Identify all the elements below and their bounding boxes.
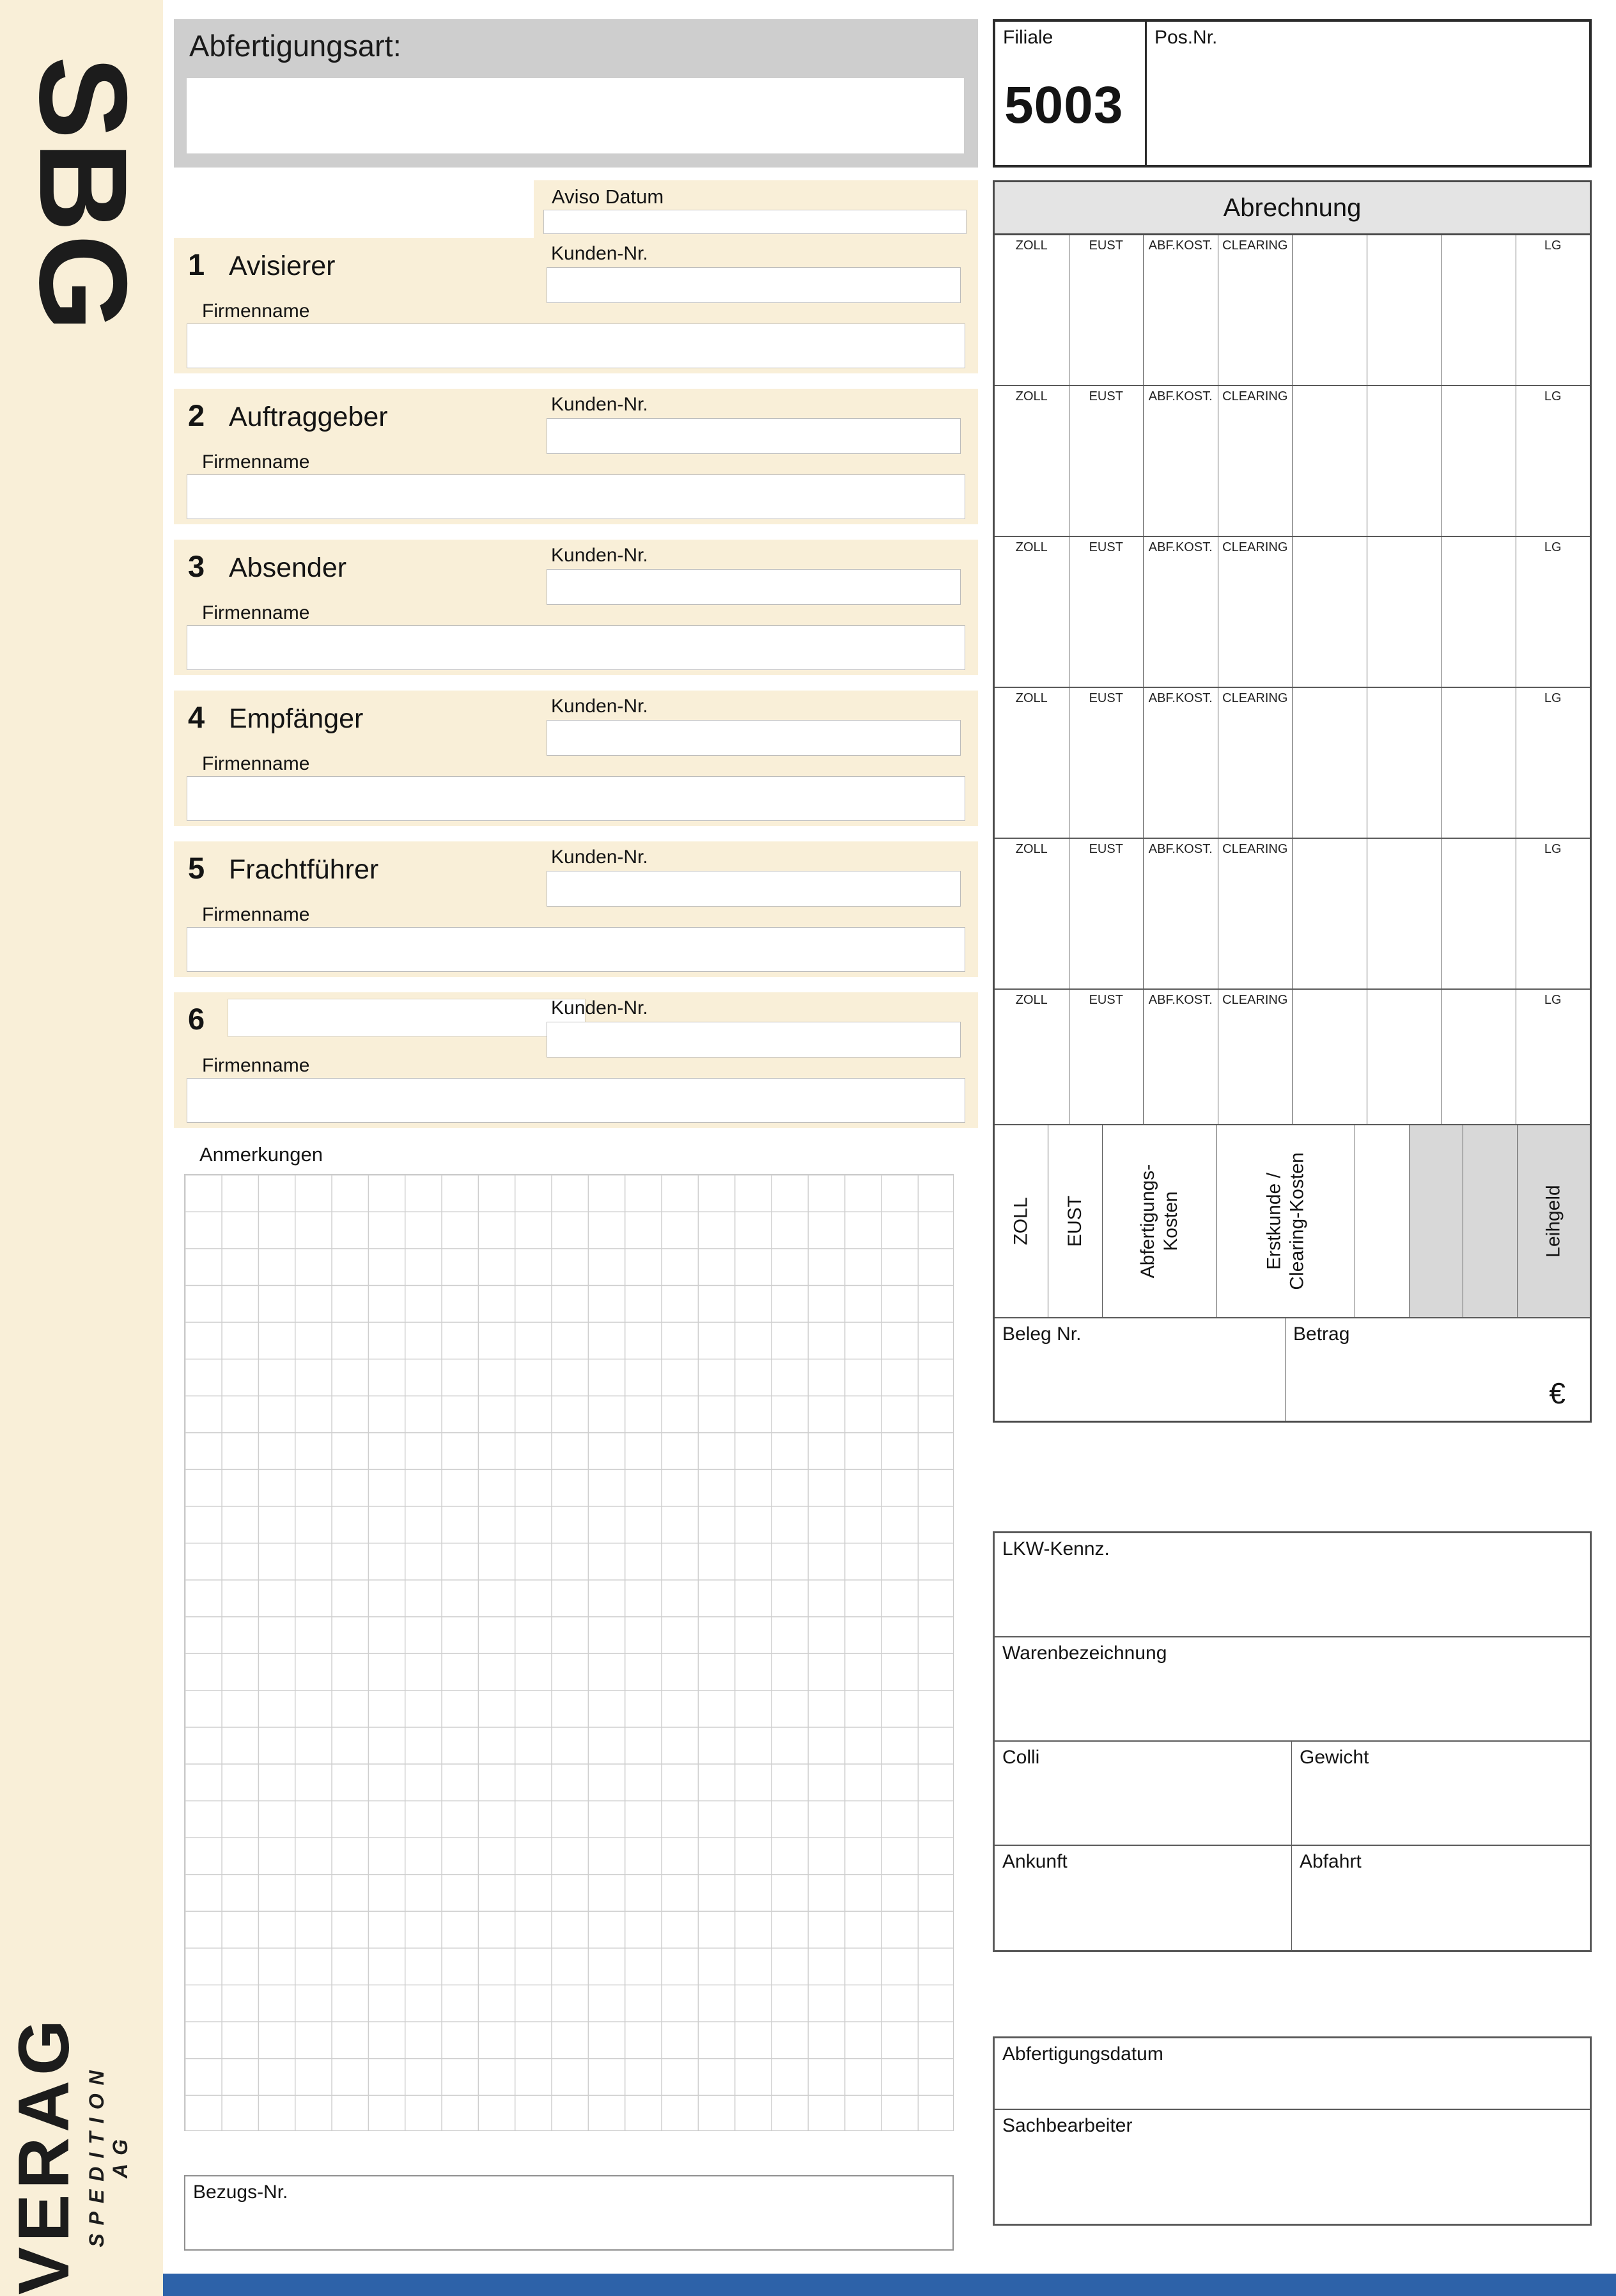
vlabel-line: Abfertigungs- [1137, 1164, 1159, 1279]
anmerkungen-grid[interactable] [184, 1174, 954, 2131]
kunden-nr-label: Kunden-Nr. [551, 847, 648, 868]
block-number: 5 [188, 851, 205, 885]
abrechnung-cell-clearing[interactable] [1218, 990, 1293, 1124]
abrechnung-cell-clearing[interactable] [1218, 235, 1293, 385]
kunden-nr-label: Kunden-Nr. [551, 243, 648, 264]
abrechnung-cell-clearing[interactable] [1218, 386, 1293, 536]
vlabel-eust-cell [1048, 1125, 1102, 1317]
column-label-lg: LG [1544, 842, 1562, 856]
abrechnung-cell[interactable] [1367, 235, 1442, 385]
shipment-box [993, 1531, 1592, 1952]
abrechnung-cell[interactable] [1441, 235, 1516, 385]
colli-gewicht-row [995, 1742, 1590, 1846]
column-label-abfkost: ABF.KOST. [1148, 389, 1213, 403]
column-label-eust: EUST [1089, 993, 1123, 1007]
kunden-nr-input[interactable] [547, 720, 961, 756]
abrechnung-cell[interactable] [1367, 386, 1442, 536]
abrechnung-cell-eust[interactable] [1069, 235, 1144, 385]
aviso-datum-input[interactable] [543, 210, 967, 234]
filiale-label: Filiale [1003, 27, 1053, 48]
abrechnung-cell-zoll[interactable] [995, 235, 1069, 385]
block-label-input[interactable] [228, 999, 586, 1037]
firmenname-label: Firmenname [202, 602, 310, 623]
vlabel-gray-cell [1410, 1125, 1463, 1317]
abrechnung-cell-zoll[interactable] [995, 537, 1069, 687]
beleg-betrag-row [995, 1318, 1590, 1421]
warenbezeichnung-field[interactable] [995, 1637, 1590, 1742]
abrechnung-cell[interactable] [1367, 839, 1442, 988]
abrechnung-cell-lg[interactable] [1516, 839, 1590, 988]
column-label-clearing: CLEARING [1222, 540, 1288, 554]
beleg-nr-label: Beleg Nr. [1002, 1324, 1082, 1345]
abfertigungsdatum-label: Abfertigungsdatum [1002, 2043, 1163, 2065]
kunden-nr-label: Kunden-Nr. [551, 394, 648, 415]
abrechnung-cell[interactable] [1441, 839, 1516, 988]
abrechnung-cell-abfkost[interactable] [1144, 537, 1218, 687]
column-label-clearing: CLEARING [1222, 691, 1288, 705]
kunden-nr-input[interactable] [547, 1022, 961, 1058]
ankunft-field[interactable] [995, 1846, 1292, 1950]
betrag-field[interactable] [1286, 1318, 1590, 1421]
column-label-eust: EUST [1089, 389, 1123, 403]
kunden-nr-input[interactable] [547, 418, 961, 454]
abrechnung-cell-lg[interactable] [1516, 688, 1590, 838]
abrechnung-cell-abfkost[interactable] [1144, 688, 1218, 838]
firmenname-input[interactable] [187, 324, 965, 368]
firmenname-label: Firmenname [202, 451, 310, 472]
verag-logo [4, 2014, 132, 2295]
column-label-eust: EUST [1089, 540, 1123, 554]
block-number: 4 [188, 700, 205, 734]
abrechnung-cell-eust[interactable] [1069, 386, 1144, 536]
posnr-label: Pos.Nr. [1154, 27, 1218, 48]
vlabel-line: Clearing-Kosten [1286, 1152, 1308, 1290]
vertical-label-band [995, 1125, 1590, 1318]
abfahrt-field[interactable] [1292, 1846, 1590, 1950]
column-label-eust: EUST [1089, 691, 1123, 705]
vlabel-eust: EUST [1064, 1195, 1086, 1247]
column-label-abfkost: ABF.KOST. [1148, 993, 1213, 1007]
kunden-nr-label: Kunden-Nr. [551, 997, 648, 1019]
column-label-zoll: ZOLL [1015, 389, 1048, 403]
column-label-lg: LG [1544, 540, 1562, 554]
block-label: Avisierer [229, 251, 336, 281]
vlabel-line: Erstkunde / [1263, 1173, 1285, 1270]
sbg-logo: SBG [13, 56, 153, 334]
column-label-lg: LG [1544, 238, 1562, 253]
abrechnung-row-6 [995, 990, 1590, 1125]
abfertigungsart-label: Abfertigungsart: [189, 29, 401, 63]
party-block-empfaenger [174, 691, 978, 826]
lkw-kennz-label: LKW-Kennz. [1002, 1538, 1110, 1559]
abrechnung-cell[interactable] [1367, 688, 1442, 838]
kunden-nr-label: Kunden-Nr. [551, 696, 648, 717]
abrechnung-row-4 [995, 688, 1590, 839]
firmenname-label: Firmenname [202, 1055, 310, 1076]
verag-logo-text: VERAG [4, 2014, 84, 2295]
sachbearbeiter-label: Sachbearbeiter [1002, 2115, 1133, 2136]
ankunft-abfahrt-row [995, 1846, 1590, 1950]
abrechnung-cell[interactable] [1441, 537, 1516, 687]
abrechnung-cell[interactable] [1441, 990, 1516, 1124]
abrechnung-cell-zoll[interactable] [995, 990, 1069, 1124]
vlabel-zoll-cell [995, 1125, 1048, 1317]
footer-accent-bar [163, 2274, 1616, 2296]
kunden-nr-label: Kunden-Nr. [551, 545, 648, 566]
abfahrt-label: Abfahrt [1300, 1851, 1362, 1872]
vlabel-empty-cell [1355, 1125, 1409, 1317]
block-label: Empfänger [229, 703, 364, 734]
party-block-avisierer [174, 238, 978, 373]
abrechnung-cell-clearing[interactable] [1218, 688, 1293, 838]
block-number: 6 [188, 1002, 205, 1036]
column-label-abfkost: ABF.KOST. [1148, 238, 1213, 253]
spedition-ag-label: SPEDITION AG [85, 2062, 132, 2247]
abrechnung-cell-clearing[interactable] [1218, 839, 1293, 988]
column-label-zoll: ZOLL [1015, 691, 1048, 705]
betrag-label: Betrag [1293, 1324, 1350, 1345]
abfertigungsdatum-field[interactable] [995, 2038, 1590, 2110]
sachbearbeiter-field[interactable] [995, 2110, 1590, 2224]
abrechnung-cell[interactable] [1367, 990, 1442, 1124]
party-block-frachtfuehrer [174, 841, 978, 977]
column-label-clearing: CLEARING [1222, 842, 1288, 856]
abrechnung-row-5 [995, 839, 1590, 990]
column-label-clearing: CLEARING [1222, 389, 1288, 403]
firmenname-label: Firmenname [202, 904, 310, 925]
column-label-abfkost: ABF.KOST. [1148, 842, 1213, 856]
abrechnung-cell[interactable] [1441, 688, 1516, 838]
filiale-value: 5003 [1004, 76, 1124, 134]
block-label: Absender [229, 552, 347, 583]
firmenname-label: Firmenname [202, 301, 310, 322]
gewicht-label: Gewicht [1300, 1747, 1369, 1768]
abrechnung-cell-eust[interactable] [1069, 839, 1144, 988]
abrechnung-row-1 [995, 235, 1590, 386]
kunden-nr-input[interactable] [547, 569, 961, 605]
abrechnung-cell-zoll[interactable] [995, 839, 1069, 988]
abrechnung-row-3 [995, 537, 1590, 688]
party-block-auftraggeber [174, 389, 978, 524]
abrechnung-cell-abfkost[interactable] [1144, 990, 1218, 1124]
abrechnung-body [993, 235, 1592, 1423]
vlabel-gray-cell [1463, 1125, 1517, 1317]
abrechnung-cell[interactable] [1367, 537, 1442, 687]
beleg-nr-field[interactable] [995, 1318, 1286, 1421]
abrechnung-cell-abfkost[interactable] [1144, 386, 1218, 536]
abrechnung-cell-zoll[interactable] [995, 688, 1069, 838]
abrechnung-cell[interactable] [1293, 235, 1367, 385]
column-label-eust: EUST [1089, 842, 1123, 856]
abrechnung-row-2 [995, 386, 1590, 537]
firmenname-input[interactable] [187, 625, 965, 670]
firmenname-label: Firmenname [202, 753, 310, 774]
vlabel-abfertigungskosten-cell [1103, 1125, 1217, 1317]
firmenname-input[interactable] [187, 1078, 965, 1123]
abrechnung-cell[interactable] [1293, 688, 1367, 838]
block-number: 3 [188, 549, 205, 583]
firmenname-input[interactable] [187, 776, 965, 821]
abrechnung-cell-abfkost[interactable] [1144, 235, 1218, 385]
filiale-posnr-box [993, 19, 1592, 168]
colli-label: Colli [1002, 1747, 1040, 1768]
abrechnung-cell-clearing[interactable] [1218, 537, 1293, 687]
filiale-cell [995, 22, 1147, 165]
warenbezeichnung-label: Warenbezeichnung [1002, 1643, 1167, 1664]
ankunft-label: Ankunft [1002, 1851, 1068, 1872]
abrechnung-cell[interactable] [1293, 386, 1367, 536]
euro-symbol: € [1549, 1377, 1566, 1410]
abrechnung-cell-lg[interactable] [1516, 235, 1590, 385]
abrechnung-cell[interactable] [1293, 839, 1367, 988]
vlabel-abfertigungskosten [1137, 1164, 1183, 1278]
abrechnung-cell-lg[interactable] [1516, 537, 1590, 687]
abrechnung-cell-abfkost[interactable] [1144, 839, 1218, 988]
abrechnung-cell-eust[interactable] [1069, 990, 1144, 1124]
lkw-kennz-field[interactable] [995, 1533, 1590, 1637]
abrechnung-cell-lg[interactable] [1516, 386, 1590, 536]
abrechnung-cell-eust[interactable] [1069, 688, 1144, 838]
colli-field[interactable] [995, 1742, 1292, 1845]
column-label-abfkost: ABF.KOST. [1148, 540, 1213, 554]
kunden-nr-input[interactable] [547, 871, 961, 907]
column-label-eust: EUST [1089, 238, 1123, 253]
abrechnung-cell[interactable] [1293, 537, 1367, 687]
vlabel-leihgeld: Leihgeld [1542, 1185, 1564, 1258]
abrechnung-cell[interactable] [1441, 386, 1516, 536]
gewicht-field[interactable] [1292, 1742, 1590, 1845]
firmenname-input[interactable] [187, 474, 965, 519]
kunden-nr-input[interactable] [547, 267, 961, 303]
vlabel-erstkunde-clearing-cell [1217, 1125, 1355, 1317]
vlabel-line: Kosten [1160, 1191, 1182, 1251]
block-number: 1 [188, 247, 205, 281]
processing-box [993, 2036, 1592, 2226]
abrechnung-cell-lg[interactable] [1516, 990, 1590, 1124]
column-label-zoll: ZOLL [1015, 540, 1048, 554]
aviso-datum-band [534, 180, 978, 238]
abrechnung-cell[interactable] [1293, 990, 1367, 1124]
abfertigungsart-box [174, 19, 978, 168]
block-number: 2 [188, 398, 205, 432]
anmerkungen-label: Anmerkungen [199, 1143, 323, 1166]
party-block-absender [174, 540, 978, 675]
abrechnung-cell-eust[interactable] [1069, 537, 1144, 687]
column-label-clearing: CLEARING [1222, 238, 1288, 253]
block-label: Auftraggeber [229, 402, 388, 432]
vlabel-erstkunde-clearing [1263, 1152, 1309, 1290]
column-label-lg: LG [1544, 993, 1562, 1007]
column-label-lg: LG [1544, 389, 1562, 403]
abfertigungsart-input[interactable] [187, 78, 964, 153]
posnr-field[interactable] [1147, 22, 1589, 165]
firmenname-input[interactable] [187, 927, 965, 972]
column-label-lg: LG [1544, 691, 1562, 705]
abrechnung-cell-zoll[interactable] [995, 386, 1069, 536]
abrechnung-table [993, 180, 1592, 1423]
column-label-clearing: CLEARING [1222, 993, 1288, 1007]
vlabel-zoll: ZOLL [1010, 1197, 1032, 1246]
bezugs-nr-label: Bezugs-Nr. [193, 2182, 288, 2203]
bezugs-nr-field[interactable] [184, 2175, 954, 2251]
column-label-zoll: ZOLL [1015, 238, 1048, 253]
aviso-datum-label: Aviso Datum [552, 185, 664, 208]
abrechnung-title: Abrechnung [993, 180, 1592, 235]
column-label-abfkost: ABF.KOST. [1148, 691, 1213, 705]
column-label-zoll: ZOLL [1015, 842, 1048, 856]
block-label: Frachtführer [229, 854, 379, 885]
left-brand-strip [0, 0, 163, 2296]
vlabel-leihgeld-cell [1518, 1125, 1590, 1317]
party-block-custom [174, 992, 978, 1128]
column-label-zoll: ZOLL [1015, 993, 1048, 1007]
